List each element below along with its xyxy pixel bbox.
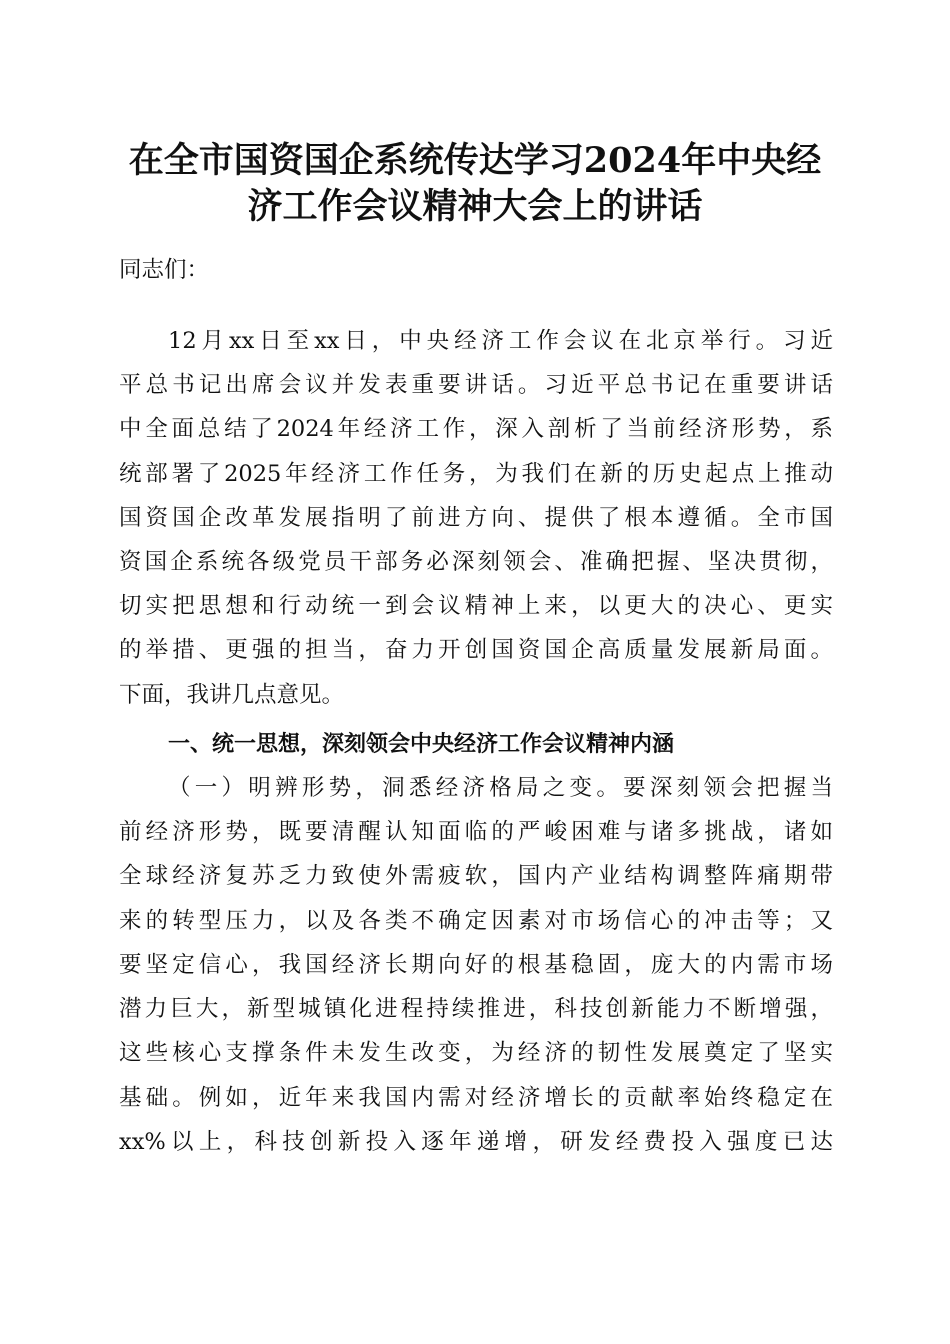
paragraph-line: 资国企系统各级党员干部务必深刻领会、准确把握、坚决贯彻， (119, 549, 833, 575)
paragraph-line: 平总书记出席会议并发表重要讲话。习近平总书记在重要讲话 (119, 372, 833, 398)
paragraph-line: 基础。例如，近年来我国内需对经济增长的贡献率始终稳定在 (119, 1085, 833, 1111)
salutation: 同志们： (119, 257, 210, 283)
section-heading-1: 一、统一思想，深刻领会中央经济工作会议精神内涵 (168, 732, 675, 757)
paragraph-line: 中全面总结了2024年经济工作，深入剖析了当前经济形势，系 (119, 416, 833, 442)
paragraph-line: 前经济形势，既要清醒认知面临的严峻困难与诸多挑战，诸如 (119, 819, 833, 845)
paragraph-line: （一）明辨形势，洞悉经济格局之变。要深刻领会把握当 (168, 775, 833, 801)
paragraph-line: 的举措、更强的担当，奋力开创国资国企高质量发展新局面。 (119, 637, 833, 663)
paragraph-line: 来的转型压力，以及各类不确定因素对市场信心的冲击等；又 (119, 908, 833, 934)
paragraph-line: 统部署了2025年经济工作任务，为我们在新的历史起点上推动 (119, 461, 833, 487)
paragraph-line: 国资国企改革发展指明了前进方向、提供了根本遵循。全市国 (119, 505, 833, 531)
paragraph-line: 全球经济复苏乏力致使外需疲软，国内产业结构调整阵痛期带 (119, 863, 833, 889)
paragraph-line: 潜力巨大，新型城镇化进程持续推进，科技创新能力不断增强， (119, 996, 833, 1022)
paragraph-line: 下面，我讲几点意见。 (119, 682, 345, 708)
paragraph-line: 12月xx日至xx日，中央经济工作会议在北京举行。习近 (168, 328, 833, 354)
paragraph-line: 要坚定信心，我国经济长期向好的根基稳固，庞大的内需市场 (119, 952, 833, 978)
paragraph-line: 切实把思想和行动统一到会议精神上来，以更大的决心、更实 (119, 593, 833, 619)
paragraph-line: xx%以上，科技创新投入逐年递增，研发经费投入强度已达 (119, 1129, 833, 1155)
document-title-line-1: 在全市国资国企系统传达学习2024年中央经 (128, 140, 822, 181)
paragraph-line: 这些核心支撑条件未发生改变，为经济的韧性发展奠定了坚实 (119, 1040, 833, 1066)
document-title-line-2: 济工作会议精神大会上的讲话 (247, 186, 703, 227)
